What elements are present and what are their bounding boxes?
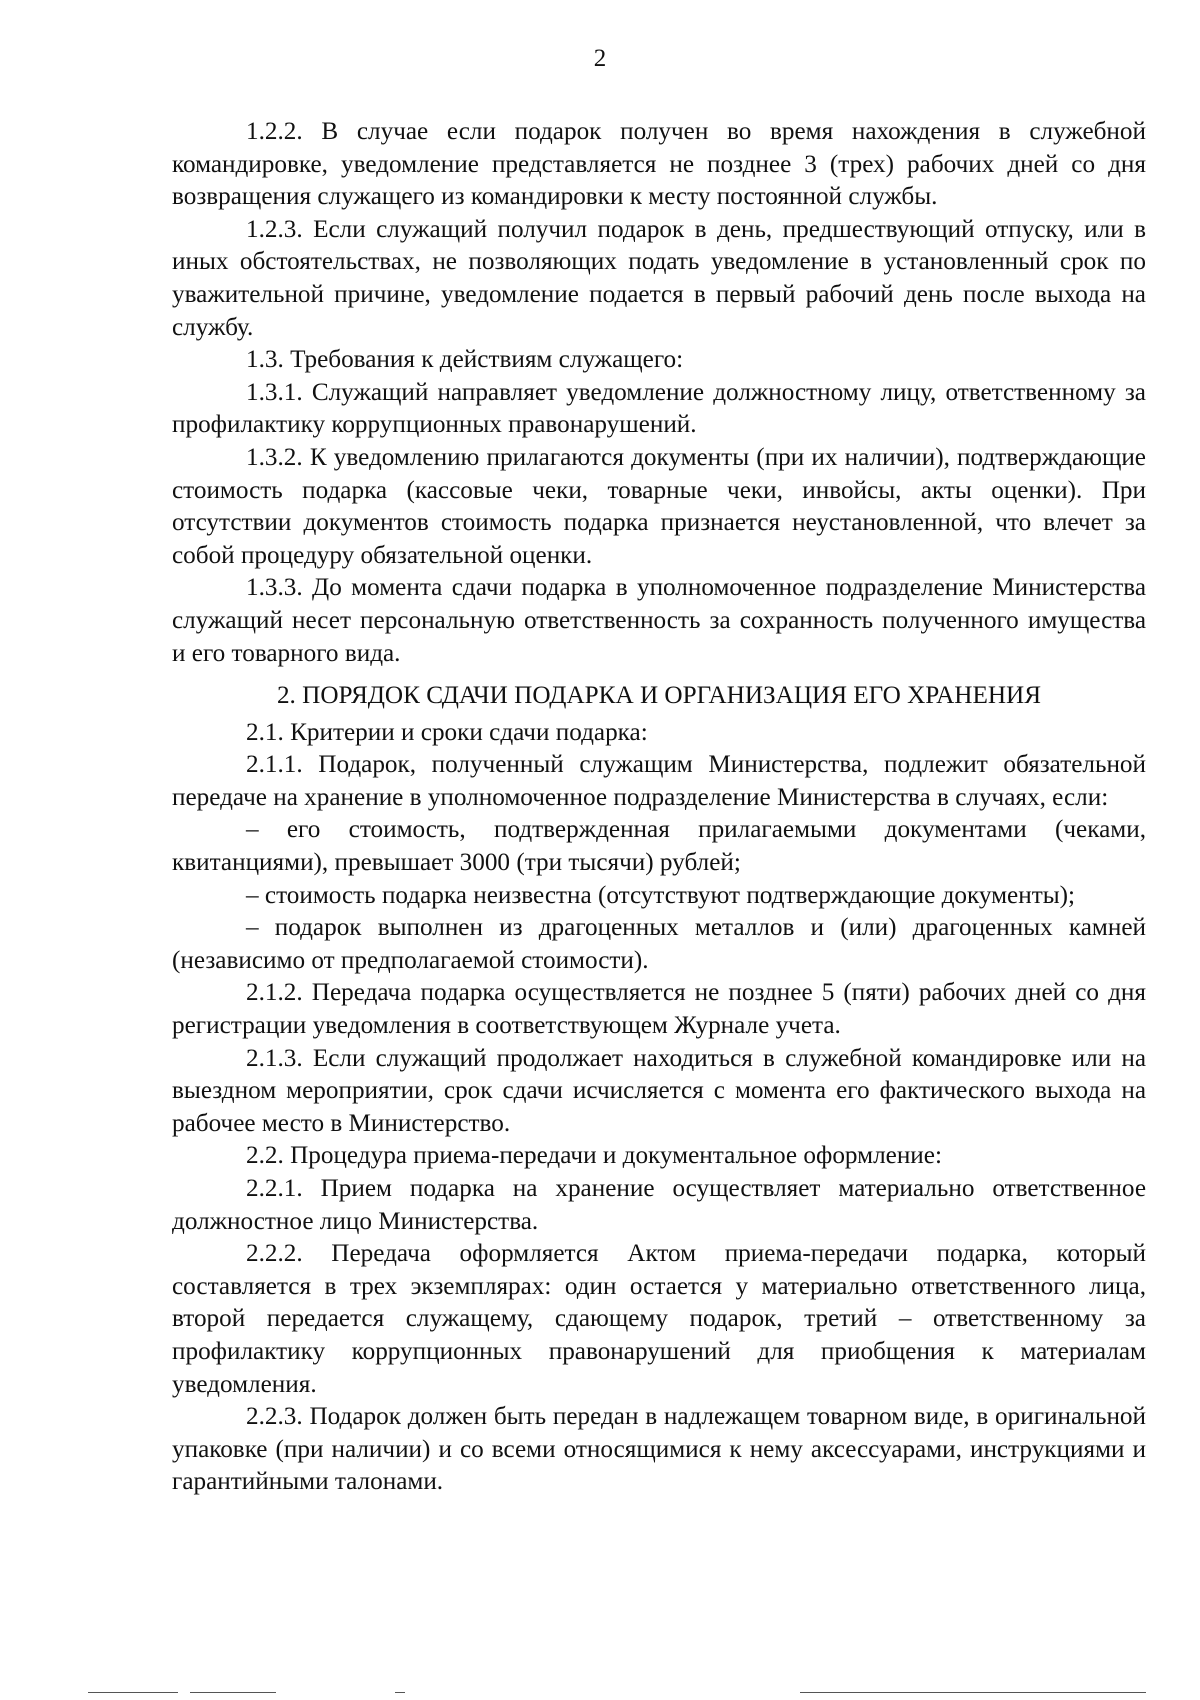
- paragraph-1-3-2: 1.3.2. К уведомлению прилагаются документы (при их наличии), подтверждающие стоимость подарка (кассовые чеки, товарные чеки, инвойсы, акты оценки). При отсутствии документов стоимость подарка признается неустановленной, что влечет за собой процедуру обязательной оценки.: [172, 443, 1146, 569]
- paragraph-2-2-3: 2.2.3. Подарок должен быть передан в надлежащем товарном виде, в оригинальной упаковке (при наличии) и со всеми относящимися к нему аксессуарами, инструкциями и гарантийными талонами.: [172, 1403, 1146, 1496]
- paragraph-2-1-1: 2.1.1. Подарок, полученный служащим Министерства, подлежит обязательной передаче на хранение в уполномоченное подразделение Министерства в случаях, если:: [172, 751, 1146, 811]
- list-item-precious-materials: – подарок выполнен из драгоценных металлов и (или) драгоценных камней (независимо от предполагаемой стоимости).: [172, 914, 1146, 974]
- footer-divider: [88, 1692, 178, 1693]
- list-item-cost-unknown: – стоимость подарка неизвестна (отсутствуют подтверждающие документы);: [246, 881, 1076, 909]
- paragraph-1-3-1: 1.3.1. Служащий направляет уведомление должностному лицу, ответственному за профилактику коррупционных правонарушений.: [172, 378, 1146, 439]
- paragraph-2-2-2: 2.2.2. Передача оформляется Актом приема-передачи подарка, который составляется в трех экземплярах: один остается у материально ответственного лица, второй передается служащему, сдающему подарок, третий – ответственному за профилактику коррупционных правонарушений для приобщения к материалам уведомления.: [172, 1240, 1146, 1398]
- paragraph-1-2-2: 1.2.2. В случае если подарок получен во время нахождения в служебной командировке, уведомление представляется не позднее 3 (трех) рабочих дней со дня возвращения служащего из командировки к месту постоянной службы.: [172, 118, 1146, 211]
- paragraph-1-3-3: 1.3.3. До момента сдачи подарка в уполномоченное подразделение Министерства служащий несет персональную ответственность за сохранность полученного имущества и его товарного вида.: [172, 574, 1146, 667]
- paragraph-2-2: 2.2. Процедура приема-передачи и документальное оформление:: [246, 1142, 942, 1170]
- document-body: [172, 116, 1146, 1499]
- footer-divider: [190, 1692, 276, 1693]
- paragraph-1-2-3: 1.2.3. Если служащий получил подарок в день, предшествующий отпуску, или в иных обстоятельствах, не позволяющих подать уведомление в установленный срок по уважительной причине, уведомление подается в первый рабочий день после выхода на службу.: [172, 215, 1146, 341]
- paragraph-2-2-1: 2.2.1. Прием подарка на хранение осуществляет материально ответственное должностное лицо Министерства.: [172, 1175, 1146, 1235]
- section-2-heading: 2. ПОРЯДОК СДАЧИ ПОДАРКА И ОРГАНИЗАЦИЯ ЕГО ХРАНЕНИЯ: [276, 682, 1042, 710]
- paragraph-2-1-2: 2.1.2. Передача подарка осуществляется не позднее 5 (пяти) рабочих дней со дня регистрации уведомления в соответствующем Журнале учета.: [172, 979, 1146, 1040]
- paragraph-2-1-3: 2.1.3. Если служащий продолжает находиться в служебной командировке или на выездном мероприятии, срок сдачи исчисляется с момента его фактического выхода на рабочее место в Министерство.: [172, 1044, 1146, 1137]
- footer-divider: [395, 1692, 405, 1693]
- list-item-cost-exceeds: – его стоимость, подтвержденная прилагаемыми документами (чеками, квитанциями), превышает 3000 (три тысячи) рублей;: [172, 816, 1146, 877]
- paragraph-2-1: 2.1. Критерии и сроки сдачи подарка:: [246, 718, 648, 746]
- paragraph-1-3: 1.3. Требования к действиям служащего:: [246, 346, 684, 374]
- footer-divider: [800, 1692, 1146, 1693]
- page-number: 2: [593, 45, 607, 72]
